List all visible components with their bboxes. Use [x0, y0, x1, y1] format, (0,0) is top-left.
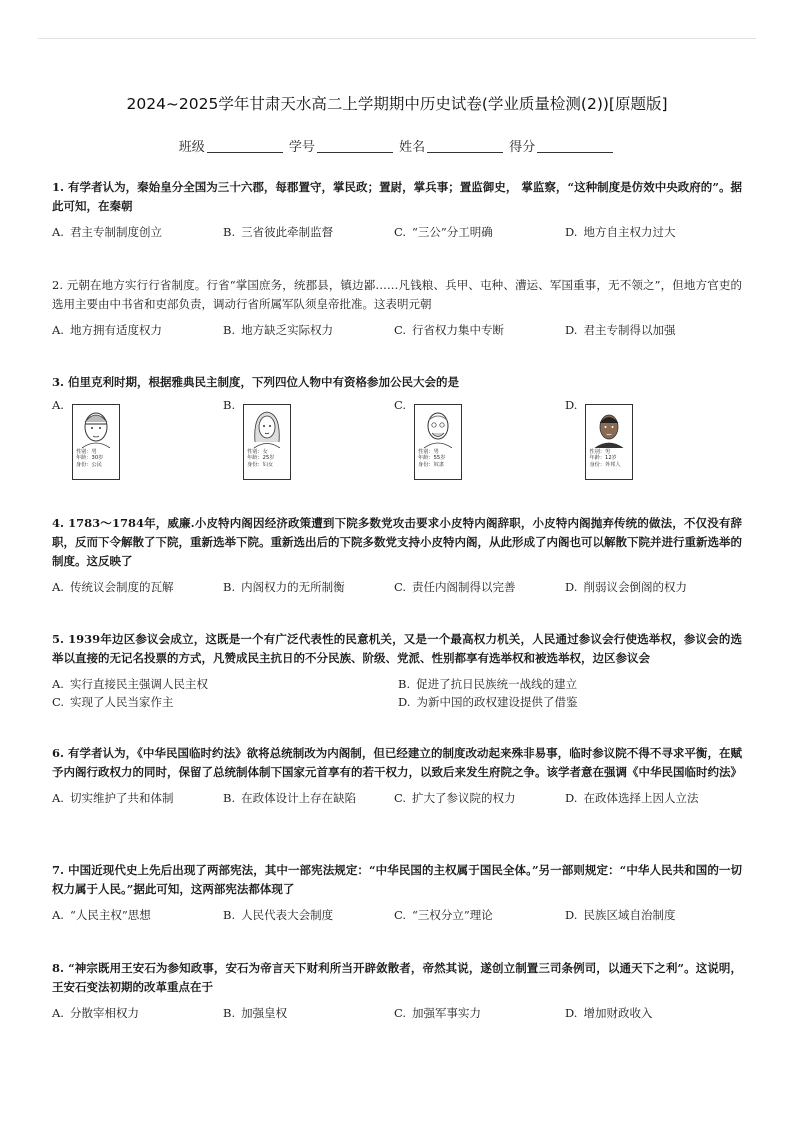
portrait-man-icon: [79, 408, 113, 448]
picture-options: [52, 398, 742, 480]
question-1: [52, 178, 742, 241]
option-c[interactable]: C. 实现了人民当家作主: [52, 695, 174, 709]
class-blank[interactable]: [207, 152, 283, 153]
option-b[interactable]: B. 人民代表大会制度: [223, 908, 334, 922]
question-stem: 7. 中国近现代史上先后出现了两部宪法，其中一部宪法规定：“中华民国的主权属于国民全体。”另一部则规定：“中华人民共和国的一切权力属于人民。”据此可知，这两部宪法都体现了: [52, 863, 742, 896]
option-b[interactable]: B. 促进了抗日民族统一战线的建立: [398, 677, 578, 691]
header-rule: [38, 38, 756, 39]
option-d[interactable]: D. 性别：男 年龄：12岁 身份：外邦人: [565, 398, 736, 480]
portrait-woman-icon: [250, 408, 284, 448]
option-list: [52, 578, 742, 596]
option-a[interactable]: A. 分散宰相权力: [52, 1006, 139, 1020]
option-list: [52, 906, 742, 924]
option-d[interactable]: D. 君主专制得以加强: [565, 323, 676, 337]
option-b[interactable]: B. 在政体设计上存在缺陷: [223, 791, 357, 805]
question-6: [52, 744, 742, 807]
option-b[interactable]: B. 地方缺乏实际权力: [223, 323, 334, 337]
portrait-old-man-icon: [421, 408, 455, 448]
question-4: [52, 514, 742, 596]
option-list: [52, 675, 742, 711]
option-list: [52, 321, 742, 339]
option-a[interactable]: A. 切实维护了共和体制: [52, 791, 174, 805]
option-d[interactable]: D. 削弱议会倒阁的权力: [565, 580, 687, 594]
option-a[interactable]: A. 地方拥有适度权力: [52, 323, 162, 337]
question-7: [52, 861, 742, 924]
portrait-card: 性别：男 年龄：30岁 身份：公民: [72, 404, 120, 480]
score-label: 得分: [509, 140, 536, 155]
portrait-card: 性别：女 年龄：25岁 身份：妇女: [243, 404, 291, 480]
option-c[interactable]: C. 责任内阁制得以完善: [394, 580, 516, 594]
question-stem: 3. 伯里克利时期，根据雅典民主制度，下列四位人物中有资格参加公民大会的是: [52, 375, 460, 389]
question-stem: 1. 有学者认为，秦始皇分全国为三十六郡，每郡置守，掌民政；置尉，掌兵事；置监御史， 掌监察，“这种制度是仿效中央政府的”。据此可知，在秦朝: [52, 180, 742, 213]
page-title: 2024~2025学年甘肃天水高二上学期期中历史试卷(学业质量检测(2))[原题版]: [126, 95, 668, 113]
portrait-card: 性别：男 年龄：55岁 身份：奴隶: [414, 404, 462, 480]
question-2: [52, 276, 742, 339]
question-stem: 4. 1783～1784年，威廉.小皮特内阁因经济政策遭到下院多数党攻击要求小皮特内阁辞职，小皮特内阁抛弃传统的做法，不仅没有辞职，反而下令解散了下院，重新选举下院。重新选出后的下院多数党支持小皮特内阁，从此形成了内阁也可以解散下院并进行重新选举的制度。这反映了: [52, 516, 742, 568]
option-c[interactable]: C. “三权分立”理论: [394, 908, 493, 922]
option-d[interactable]: D. 增加财政收入: [565, 1006, 653, 1020]
option-b[interactable]: B. 性别：女 年龄：25岁 身份：妇女: [223, 398, 394, 480]
option-d[interactable]: D. 地方自主权力过大: [565, 225, 676, 239]
option-list: [52, 1004, 742, 1022]
name-blank[interactable]: [427, 152, 503, 153]
question-stem: 5. 1939年边区参议会成立，这既是一个有广泛代表性的民意机关，又是一个最高权力机关，人民通过参议会行使选举权，参议会的选举以直接的无记名投票的方式，凡赞成民主抗日的不分民族、阶级、党派、性别都享有选举权和被选举权，边区参议会: [52, 632, 742, 665]
option-c[interactable]: C. 加强军事实力: [394, 1006, 482, 1020]
student-info-line: [0, 136, 794, 155]
question-stem: 6. 有学者认为，《中华民国临时约法》欲将总统制改为内阁制，但已经建立的制度改动起来殊非易事，临时参议院不得不寻求平衡，在赋予内阁行政权力的同时，保留了总统制体制下国家元首享有的若干权力，以致后来发生府院之争。该学者意在强调《中华民国临时约法》: [52, 746, 742, 779]
option-b[interactable]: B. 加强皇权: [223, 1006, 288, 1020]
option-d[interactable]: D. 民族区域自治制度: [565, 908, 676, 922]
option-a[interactable]: A. 性别：男 年龄：30岁 身份：公民: [52, 398, 223, 480]
option-a[interactable]: A. 传统议会制度的瓦解: [52, 580, 174, 594]
option-b[interactable]: B. 三省彼此牵制监督: [223, 225, 334, 239]
option-list: [52, 223, 742, 241]
option-c[interactable]: C. 性别：男 年龄：55岁 身份：奴隶: [394, 398, 565, 480]
number-blank[interactable]: [317, 152, 393, 153]
portrait-card: 性别：男 年龄：12岁 身份：外邦人: [585, 404, 633, 480]
option-d[interactable]: D. 在政体选择上因人立法: [565, 791, 699, 805]
score-blank[interactable]: [537, 152, 613, 153]
option-a[interactable]: A. “人民主权”思想: [52, 908, 151, 922]
class-label: 班级: [178, 140, 205, 155]
question-stem: 2. 元朝在地方实行行省制度。行省“掌国庶务，统郡县，镇边鄙……凡钱粮、兵甲、屯种、漕运、军国重事，无不领之”，但地方官吏的选用主要由中书省和吏部负责，调动行省所属军队须皇帝批准。这表明元朝: [52, 278, 742, 311]
option-list: [52, 789, 742, 807]
option-c[interactable]: C. “三公”分工明确: [394, 225, 493, 239]
portrait-boy-icon: [592, 408, 626, 448]
name-label: 姓名: [399, 140, 426, 155]
question-stem: 8. “神宗既用王安石为参知政事，安石为帝言天下财利所当开辟敛散者，帝然其说，遂创立制置三司条例司，以通天下之利”。这说明，王安石变法初期的改革重点在于: [52, 961, 742, 994]
option-d[interactable]: D. 为新中国的政权建设提供了借鉴: [398, 695, 578, 709]
number-label: 学号: [288, 140, 315, 155]
question-3: [52, 373, 742, 480]
option-c[interactable]: C. 行省权力集中专断: [394, 323, 505, 337]
option-b[interactable]: B. 内阁权力的无所制衡: [223, 580, 345, 594]
option-a[interactable]: A. 君主专制制度创立: [52, 225, 162, 239]
option-c[interactable]: C. 扩大了参议院的权力: [394, 791, 516, 805]
question-5: [52, 630, 742, 711]
question-8: [52, 959, 742, 1022]
option-a[interactable]: A. 实行直接民主强调人民主权: [52, 677, 208, 691]
